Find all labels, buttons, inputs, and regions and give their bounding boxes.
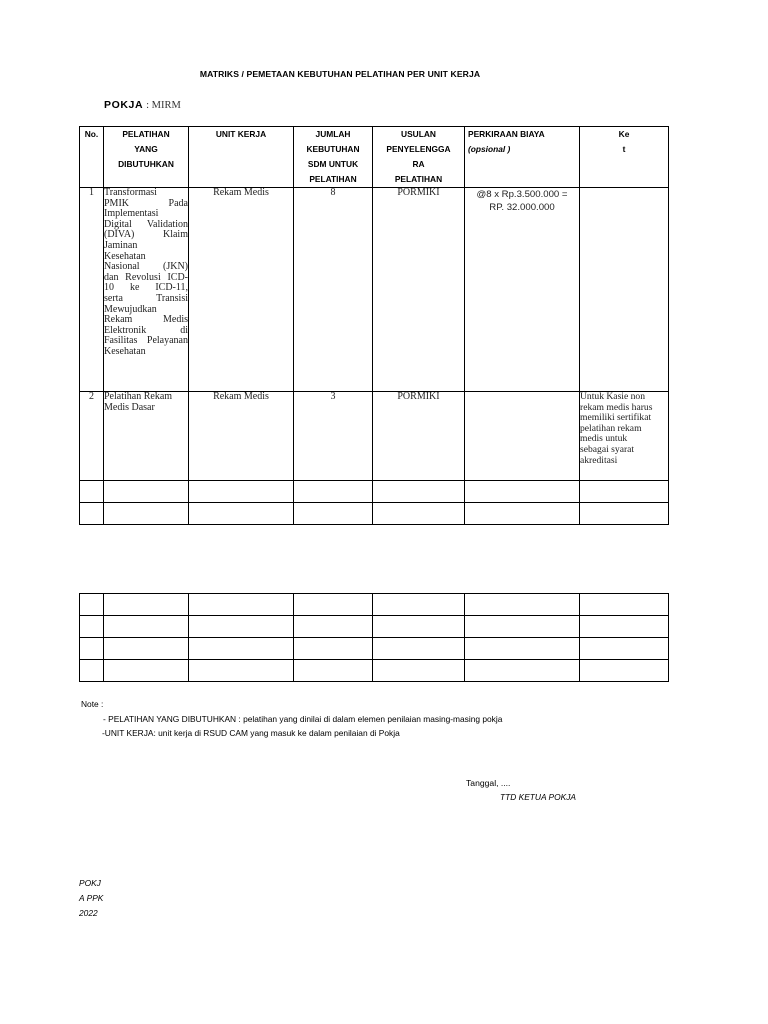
cell-pelatihan: Pelatihan Rekam Medis Dasar (104, 392, 189, 481)
cell-jumlah: 3 (294, 392, 373, 481)
header-biaya: PERKIRAAN BIAYA (opsional ) (465, 127, 580, 188)
training-needs-table (79, 126, 669, 525)
cell-usulan: PORMIKI (373, 188, 465, 392)
cell-usulan: PORMIKI (373, 392, 465, 481)
cell-unit-kerja: Rekam Medis (189, 188, 294, 392)
cell-ket: Untuk Kasie non rekam medis harus memiliki sertifikat pelatihan rekam medis untuk sebagai syarat akreditasi (580, 392, 669, 481)
footer-line: 2022 (79, 908, 98, 918)
pokja-line (104, 99, 181, 111)
header-usulan: USULAN PENYELENGGA RA PELATIHAN (373, 127, 465, 188)
signature-ttd: TTD KETUA POKJA (500, 792, 577, 802)
header-no: No. (80, 127, 104, 188)
cell-biaya: @8 x Rp.3.500.000 = RP. 32.000.000 (465, 188, 580, 392)
notes-section (81, 697, 502, 741)
cell-biaya (465, 392, 580, 481)
table-row-empty (80, 503, 669, 525)
note-item: -UNIT KERJA: unit kerja di RSUD CAM yang masuk ke dalam penilaian di Pokja (102, 728, 400, 738)
table-row (80, 392, 669, 481)
document-title: MATRIKS / PEMETAAN KEBUTUHAN PELATIHAN PER UNIT KERJA (199, 69, 481, 79)
footer-line: POKJ (79, 878, 101, 888)
note-item: - PELATIHAN YANG DIBUTUHKAN : pelatihan yang dinilai di dalam elemen penilaian masing-masing pokja (103, 713, 503, 724)
header-unit-kerja: UNIT KERJA (189, 127, 294, 188)
cell-ket (580, 188, 669, 392)
table-header-row (80, 127, 669, 188)
pokja-value: : MIRM (146, 100, 181, 111)
header-jumlah: JUMLAH KEBUTUHAN SDM UNTUK PELATIHAN (294, 127, 373, 188)
cell-pelatihan: Transformasi PMIK Pada Implementasi Digital Validation (DIVA) Klaim Jaminan Kesehatan Nasional (JKN) dan Revolusi ICD- 10 ke ICD-11, serta Transisi Mewujudkan Rekam Medis Elektronik di Fasilitas Pelayanan Kesehatan (104, 188, 189, 392)
footer-line: A PPK (79, 893, 104, 903)
table-row-empty (80, 660, 669, 682)
notes-label: Note : (81, 699, 104, 709)
blank-table (79, 593, 669, 682)
table-row (80, 188, 669, 392)
pokja-label: POKJA (104, 99, 144, 111)
cell-no: 2 (80, 392, 104, 481)
table-row-empty (80, 638, 669, 660)
cell-no: 1 (80, 188, 104, 392)
header-ket: Ke t (580, 127, 669, 188)
cell-unit-kerja: Rekam Medis (189, 392, 294, 481)
header-pelatihan: PELATIHAN YANG DIBUTUHKAN (104, 127, 189, 188)
table-row-empty (80, 594, 669, 616)
table-row-empty (80, 481, 669, 503)
signature-date: Tanggal, .... (466, 778, 511, 788)
footer-block (79, 876, 103, 921)
cell-jumlah: 8 (294, 188, 373, 392)
table-row-empty (80, 616, 669, 638)
